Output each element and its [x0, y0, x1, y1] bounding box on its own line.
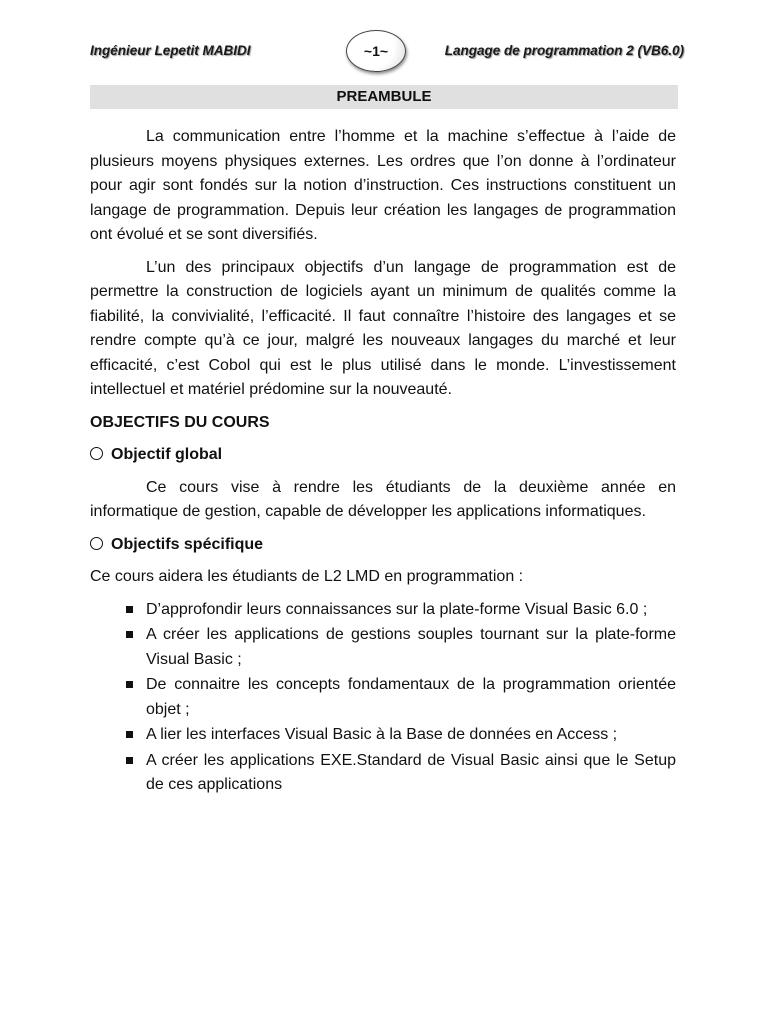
- list-item-text: A lier les interfaces Visual Basic à la Base de données en Access ;: [146, 726, 618, 743]
- list-item: [90, 723, 676, 748]
- preamble-paragraph-1: La communication entre l’homme et la machine s’effectue à l’aide de plusieurs moyens physiques externes. Les ordres que l’on donne à l’ordinateur pour agir sont fondés sur la notion d’instruction. Ces instructions constituent un langage de programmation. Depuis leur création les langages de programmation ont évolué et se sont diversifiés.: [90, 128, 676, 243]
- circle-bullet-icon: [90, 537, 103, 550]
- square-bullet-icon: [126, 631, 133, 638]
- list-item: [90, 749, 676, 798]
- list-item: [90, 623, 676, 672]
- circle-bullet-icon: [90, 447, 103, 460]
- specific-objectives-list: [90, 598, 676, 798]
- objectives-heading: OBJECTIFS DU COURS: [90, 413, 270, 431]
- list-item: [90, 673, 676, 722]
- square-bullet-icon: [126, 731, 133, 738]
- square-bullet-icon: [126, 681, 133, 688]
- specific-objective-subheading: [90, 533, 676, 558]
- preamble-paragraph-2: L’un des principaux objectifs d’un langage de programmation est de permettre la construction de logiciels ayant un minimum de qualités comme la fiabilité, la convivialité, l’efficacité. Il faut connaître l’histoire des langages et se rendre compte qu’à ce jour, malgré les nouveaux langages du marché et leur efficacité, c’est Cobol qui est le plus utilisé dans le monde. L’investissement intellectuel et matériel prédomine sur la nouveauté.: [90, 258, 676, 398]
- header-page-number: ~1~: [346, 30, 406, 72]
- document-body: [90, 125, 676, 799]
- square-bullet-icon: [126, 606, 133, 613]
- global-objective-text: Ce cours vise à rendre les étudiants de la deuxième année en informatique de gestion, capable de développer les applications informatiques.: [90, 478, 676, 520]
- list-item-text: A créer les applications EXE.Standard de Visual Basic ainsi que le Setup de ces applications: [146, 751, 676, 793]
- list-item-text: D’approfondir leurs connaissances sur la plate-forme Visual Basic 6.0 ;: [146, 600, 648, 618]
- header-author: Ingénieur Lepetit MABIDI: [90, 43, 251, 58]
- specific-objective-label: Objectifs spécifique: [111, 535, 264, 553]
- list-item: [90, 598, 676, 623]
- global-objective-label: Objectif global: [111, 446, 223, 463]
- section-title-banner: PREAMBULE: [90, 85, 678, 109]
- global-objective-subheading: [90, 443, 676, 468]
- list-item-text: De connaitre les concepts fondamentaux de la programmation orientée objet ;: [146, 676, 676, 718]
- specific-objective-intro: Ce cours aidera les étudiants de L2 LMD en programmation :: [90, 568, 524, 585]
- header-course-title: Langage de programmation 2 (VB6.0): [444, 43, 684, 58]
- square-bullet-icon: [126, 757, 133, 764]
- list-item-text: A créer les applications de gestions souples tournant sur la plate-forme Visual Basic ;: [146, 626, 676, 668]
